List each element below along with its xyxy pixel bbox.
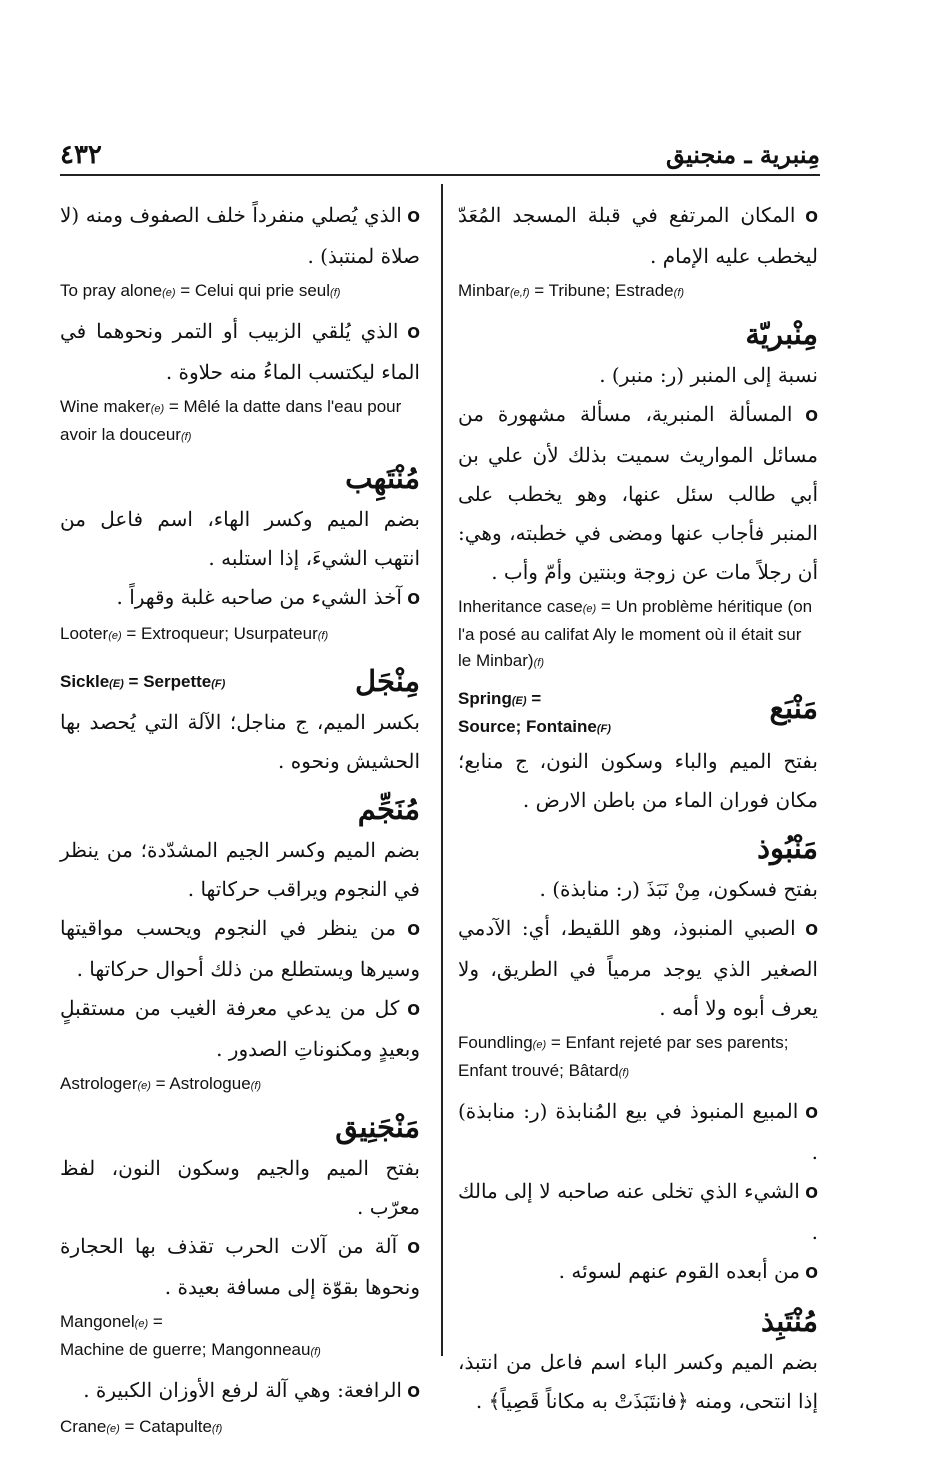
column-divider xyxy=(441,184,443,1356)
headword: مِنْبريّة xyxy=(745,317,818,351)
translation: Looter(e) = Extroqueur; Usurpateur(f) xyxy=(60,624,329,643)
entry-definition: O الذي يُصلي منفرداً خلف الصفوف ومنه (لا صلاة لمنتبذ) . xyxy=(60,203,420,268)
translation: Mangonel(e) = Machine de guerre; Mangonneau(f) xyxy=(60,1312,321,1359)
headword: مُنْتَهِب xyxy=(345,461,420,495)
entry-definition: O الصبي المنبوذ، وهو اللقيط، أي: الآدمي الصغير الذي يوجد مرمياً في الطريق، ولا يعرف أبوه ولا أمه . xyxy=(458,916,818,1020)
entry-definition: O آلة من آلات الحرب تقذف بها الحجارة ونحوها بقوّة إلى مسافة بعيدة . xyxy=(60,1234,420,1299)
entry-definition: O المكان المرتفع في قبلة المسجد المُعَدّ ليخطب عليه الإمام . xyxy=(458,203,818,268)
page-number: ٤٣٢ xyxy=(60,140,102,170)
right-column xyxy=(458,196,818,1421)
running-title: مِنبرية ـ منجنيق xyxy=(666,140,820,169)
entry-definition: O المسألة المنبرية، مسألة مشهورة من مسائل المواريث سميت بذلك لأن علي بن أبي طالب سئل عنها، وهو يخطب على المنبر فأجاب عنها ومضى في خطبته، وهي: أن رجلاً مات عن زوجة وبنتين وأمّ وأب . xyxy=(458,402,818,584)
headword: مُنَجِّم xyxy=(357,792,420,826)
entry-definition: بفتح الميم والجيم وسكون النون، لفظ معرّب . xyxy=(60,1156,420,1219)
headword-row xyxy=(60,659,420,703)
translation: Crane(e) = Catapulte(f) xyxy=(60,1417,223,1436)
translation: Spring(E) = Source; Fontaine(F) xyxy=(458,689,611,736)
headword: مُنْتَبِذ xyxy=(760,1304,818,1338)
translation: Foundling(e) = Enfant rejeté par ses parents; Enfant trouvé; Bâtard(f) xyxy=(458,1033,789,1080)
entry-definition: بضم الميم وكسر الباء اسم فاعل من انتبذ، إذا انتحى، ومنه ﴿فانتَبَذَتْ به مكاناً قَصِياً﴾ . xyxy=(458,1350,818,1413)
entry-definition: O من ينظر في النجوم ويحسب مواقيتها وسيرها ويستطلع من ذلك أحوال حركاتها . xyxy=(60,916,420,981)
entry-definition: بضم الميم وكسر الجيم المشدّدة؛ من ينظر في النجوم ويراقب حركاتها . xyxy=(60,838,420,901)
headword: مَنْبُوذ xyxy=(757,831,818,865)
translation: Inheritance case(e) = Un problème héritique (on l'a posé au califat Aly le moment où il était sur le Minbar)(f) xyxy=(458,597,813,670)
entry-definition: O المبيع المنبوذ في بيع المُنابذة (ر: منابذة) . xyxy=(458,1099,818,1164)
headword: مَنْبَع xyxy=(769,691,818,725)
translation: Wine maker(e) = Mêlé la datte dans l'eau pour avoir la douceur(f) xyxy=(60,397,402,444)
headword: مِنْجَل xyxy=(355,664,420,698)
translation: Minbar(e,f) = Tribune; Estrade(f) xyxy=(458,281,685,300)
translation: Astrologer(e) = Astrologue(f) xyxy=(60,1074,262,1093)
left-column xyxy=(60,196,420,1448)
entry-definition: بضم الميم وكسر الهاء، اسم فاعل من انتهب الشيءَ، إذا استلبه . xyxy=(60,507,420,570)
entry-definition: O من أبعده القوم عنهم لسوئه . xyxy=(558,1259,818,1283)
entry-definition: O الرافعة: وهي آلة لرفع الأوزان الكبيرة . xyxy=(83,1378,420,1402)
entry-definition: بفتح الميم والباء وسكون النون، ج منابع؛ مكان فوران الماء من باطن الارض . xyxy=(458,749,818,812)
entry-definition: O الشيء الذي تخلى عنه صاحبه لا إلى مالك . xyxy=(458,1179,818,1244)
translation: To pray alone(e) = Celui qui prie seul(f) xyxy=(60,281,341,300)
headword: مَنْجَنِيق xyxy=(335,1110,420,1144)
entry-definition: بكسر الميم، ج مناجل؛ الآلة التي يُحصد بها الحشيش ونحوه . xyxy=(60,710,420,773)
headword-row xyxy=(458,686,818,742)
translation: Sickle(E) = Serpette(F) xyxy=(60,672,226,691)
entry-definition: O آخذ الشيء من صاحبه غلبة وقهراً . xyxy=(116,585,420,609)
page-header xyxy=(60,140,820,176)
entry-definition: بفتح فسكون، مِنْ نَبَذَ (ر: منابذة) . xyxy=(539,877,818,901)
entry-definition: O الذي يُلقي الزبيب أو التمر ونحوهما في الماء ليكتسب الماءُ منه حلاوة . xyxy=(60,319,420,384)
entry-definition: O كل من يدعي معرفة الغيب من مستقبلٍ وبعيدٍ ومكنوناتِ الصدور . xyxy=(60,996,420,1061)
entry-definition: نسبة إلى المنبر (ر: منبر) . xyxy=(599,363,818,387)
